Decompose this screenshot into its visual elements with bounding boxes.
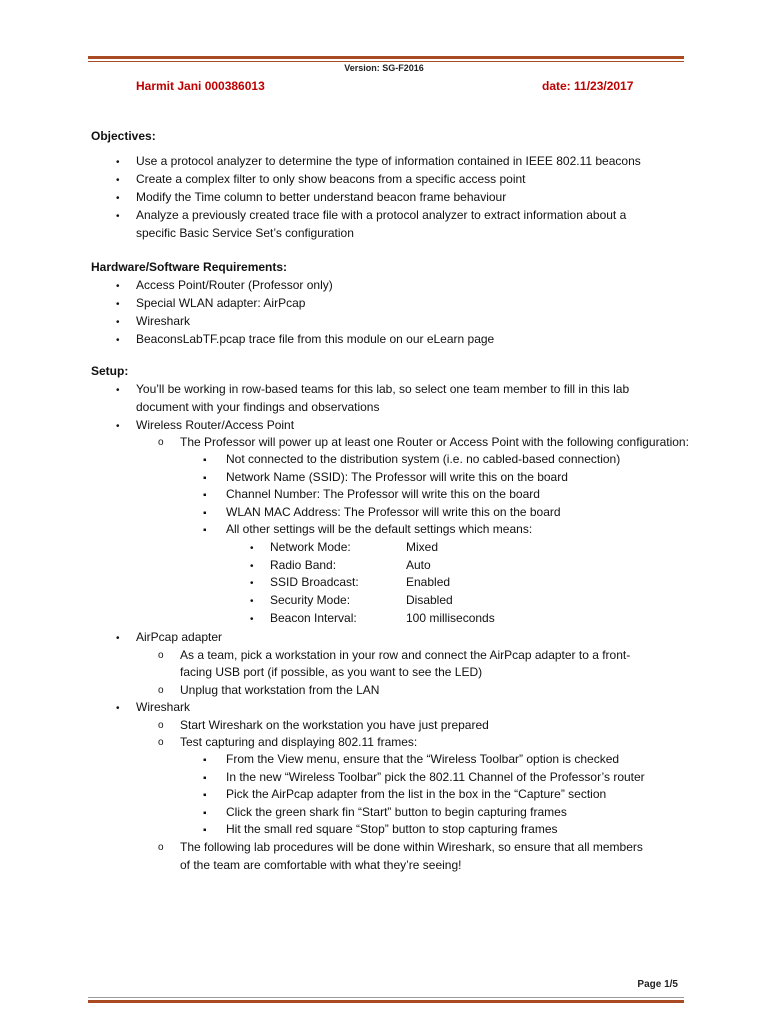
setting-key: SSID Broadcast: <box>270 575 359 589</box>
setting-key: Radio Band: <box>270 558 337 572</box>
bullet-dot: • <box>116 385 120 396</box>
bullet-circle: o <box>158 737 164 748</box>
sub-list-item: As a team, pick a workstation in your row and connect the AirPcap adapter to a front- <box>180 648 631 662</box>
bullet-dot: • <box>116 317 120 328</box>
bullet-square: ▪ <box>203 825 207 836</box>
list-item: BeaconsLabTF.pcap trace file from this module on our eLearn page <box>136 332 495 346</box>
bullet-square: ▪ <box>203 490 207 501</box>
setting-key: Security Mode: <box>270 593 351 607</box>
list-item: Access Point/Router (Professor only) <box>136 278 333 292</box>
document-date: date: 11/23/2017 <box>542 79 634 93</box>
header-rule <box>88 56 684 59</box>
list-item: Wireshark <box>136 314 191 328</box>
setting-key: Beacon Interval: <box>270 611 357 625</box>
header-rule-thin <box>88 61 684 62</box>
bullet-dot: • <box>116 157 120 168</box>
bullet-dot: • <box>250 561 254 572</box>
bullet-dot: • <box>116 281 120 292</box>
setting-value: Disabled <box>406 593 453 607</box>
sub-sub-list-item: Click the green shark fin “Start” button to begin capturing frames <box>226 805 567 819</box>
setting-key: Network Mode: <box>270 540 351 554</box>
bullet-dot: • <box>116 211 120 222</box>
list-item: Modify the Time column to better understand beacon frame behaviour <box>136 190 507 204</box>
list-item: Special WLAN adapter: AirPcap <box>136 296 306 310</box>
sub-list-item: The following lab procedures will be done within Wireshark, so ensure that all members <box>180 840 643 854</box>
sub-list-item-continuation: of the team are comfortable with what they’re seeing! <box>180 858 462 872</box>
sub-list-item: The Professor will power up at least one Router or Access Point with the following configuration: <box>180 435 689 449</box>
list-item: AirPcap adapter <box>136 630 223 644</box>
bullet-circle: o <box>158 650 164 661</box>
sub-sub-list-item: Not connected to the distribution system (i.e. no cabled-based connection) <box>226 452 621 466</box>
sub-sub-list-item: From the View menu, ensure that the “Wireless Toolbar” option is checked <box>226 752 620 766</box>
sub-sub-list-item: In the new “Wireless Toolbar” pick the 802.11 Channel of the Professor’s router <box>226 770 645 784</box>
bullet-circle: o <box>158 720 164 731</box>
bullet-square: ▪ <box>203 473 207 484</box>
setup-heading: Setup: <box>91 364 129 378</box>
bullet-dot: • <box>250 596 254 607</box>
list-item: Analyze a previously created trace file with a protocol analyzer to extract information about a <box>136 208 627 222</box>
bullet-dot: • <box>250 614 254 625</box>
sub-list-item: Start Wireshark on the workstation you have just prepared <box>180 718 489 732</box>
bullet-dot: • <box>116 335 120 346</box>
list-item-continuation: specific Basic Service Set’s configuration <box>136 226 354 240</box>
bullet-dot: • <box>250 543 254 554</box>
setting-value: 100 milliseconds <box>406 611 495 625</box>
bullet-dot: • <box>116 633 120 644</box>
sub-sub-list-item: WLAN MAC Address: The Professor will write this on the board <box>226 505 561 519</box>
bullet-dot: • <box>116 703 120 714</box>
bullet-circle: o <box>158 437 164 448</box>
setting-value: Enabled <box>406 575 451 589</box>
bullet-square: ▪ <box>203 525 207 536</box>
bullet-dot: • <box>116 193 120 204</box>
student-name: Harmit Jani 000386013 <box>136 79 265 93</box>
bullet-square: ▪ <box>203 455 207 466</box>
list-item: Use a protocol analyzer to determine the type of information contained in IEEE 802.11 beacons <box>136 154 641 168</box>
version-label: Version: SG-F2016 <box>344 63 424 73</box>
sub-sub-list-item: Network Name (SSID): The Professor will write this on the board <box>226 470 568 484</box>
list-item: Create a complex filter to only show beacons from a specific access point <box>136 172 526 186</box>
sub-sub-list-item: Channel Number: The Professor will write this on the board <box>226 487 540 501</box>
bullet-dot: • <box>116 421 120 432</box>
list-item: Wireless Router/Access Point <box>136 418 295 432</box>
list-item: You’ll be working in row-based teams for this lab, so select one team member to fill in this lab <box>136 382 630 396</box>
bullet-square: ▪ <box>203 790 207 801</box>
setting-value: Mixed <box>406 540 439 554</box>
bullet-square: ▪ <box>203 808 207 819</box>
bullet-square: ▪ <box>203 773 207 784</box>
bullet-dot: • <box>116 299 120 310</box>
sub-list-item-continuation: facing USB port (if possible, as you want to see the LED) <box>180 665 483 679</box>
bullet-dot: • <box>116 175 120 186</box>
sub-list-item: Unplug that workstation from the LAN <box>180 683 380 697</box>
bullet-circle: o <box>158 685 164 696</box>
setting-value: Auto <box>406 558 431 572</box>
requirements-heading: Hardware/Software Requirements: <box>91 260 288 274</box>
objectives-heading: Objectives: <box>91 129 156 143</box>
sub-sub-list-item: Pick the AirPcap adapter from the list in the box in the “Capture” section <box>226 787 607 801</box>
bullet-square: ▪ <box>203 508 207 519</box>
list-item: Wireshark <box>136 700 191 714</box>
footer-rule <box>88 1000 684 1003</box>
footer-rule-thin <box>88 997 684 998</box>
sub-sub-list-item: All other settings will be the default settings which means: <box>226 522 533 536</box>
list-item-continuation: document with your findings and observations <box>136 400 380 414</box>
bullet-dot: • <box>250 578 254 589</box>
sub-list-item: Test capturing and displaying 802.11 frames: <box>180 735 418 749</box>
page-number: Page 1/5 <box>637 979 678 990</box>
bullet-circle: o <box>158 842 164 853</box>
sub-sub-list-item: Hit the small red square “Stop” button to stop capturing frames <box>226 822 558 836</box>
bullet-square: ▪ <box>203 755 207 766</box>
